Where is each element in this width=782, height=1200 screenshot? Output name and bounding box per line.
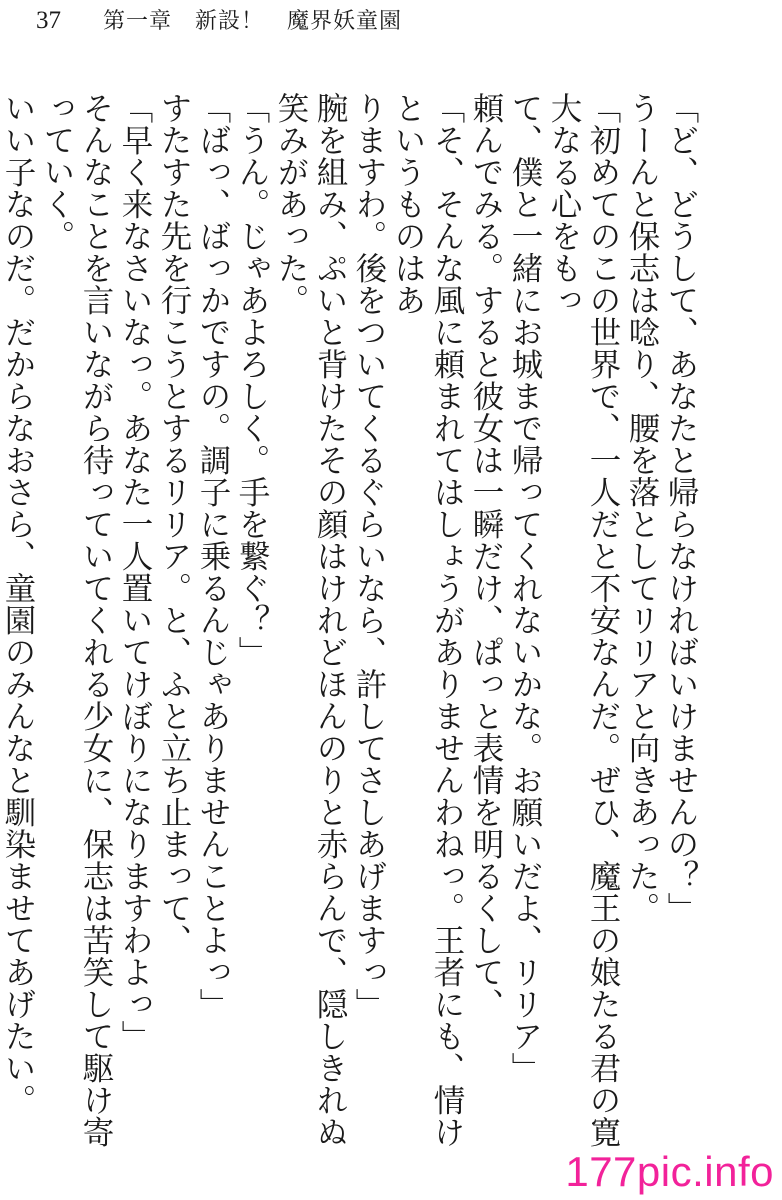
text-line: 「そ、そんな風に頼まれてはしょうがありませんわねっ。王者にも、情けというものはあ <box>390 92 465 1148</box>
text-line: うーんと保志は唸り、腰を落としてリリアと向きあった。 <box>624 92 660 924</box>
text-line: 頼んでみる。すると彼女は一瞬だけ、ぱっと表情を明るくして、 <box>468 92 504 1020</box>
text-line: りますわ。後をついてくるぐらいなら、許してさしあげますっ」 <box>351 92 387 1020</box>
text-line: 「早く来なさいなっ。あなた一人置いてけぼりになりますわよっ」 <box>117 92 153 1052</box>
text-line: 「ど、どうして、あなたと帰らなければいけませんの？」 <box>663 92 699 924</box>
watermark: 177pic.info <box>565 1148 774 1195</box>
text-line: 腕を組み、ぷいと背けたその顔はけれどほんのりと赤らんで、隠しきれぬ笑みがあった。 <box>273 92 348 1148</box>
text-line: そんなことを言いながら待っていてくれる少女に、保志は苦笑して駆け寄っていく。 <box>39 92 114 1148</box>
text-line: すたすた先を行こうとするリリア。と、ふと立ち止まって、 <box>156 92 192 956</box>
chapter-title: 第一章 新設！ 魔界妖童園 <box>103 9 403 34</box>
text-line: 「うん。じゃあよろしく。手を繋ぐ？」 <box>234 92 270 668</box>
text-line: いい子なのだ。だからなおさら、童園のみんなと馴染ませてあげたい。 <box>0 92 36 1116</box>
page-number: 37 <box>36 7 61 34</box>
text-line: 「ばっ、ばっかですの。調子に乗るんじゃありませんことよっ」 <box>195 92 231 1020</box>
text-line: 「初めてのこの世界で、一人だと不安なんだ。ぜひ、魔王の娘たる君の寛大なる心をもっ <box>546 92 621 1148</box>
novel-text-body <box>0 92 700 1152</box>
text-line: て、僕と一緒にお城まで帰ってくれないかな。お願いだよ、リリア」 <box>507 92 543 1084</box>
page-header <box>36 4 402 40</box>
